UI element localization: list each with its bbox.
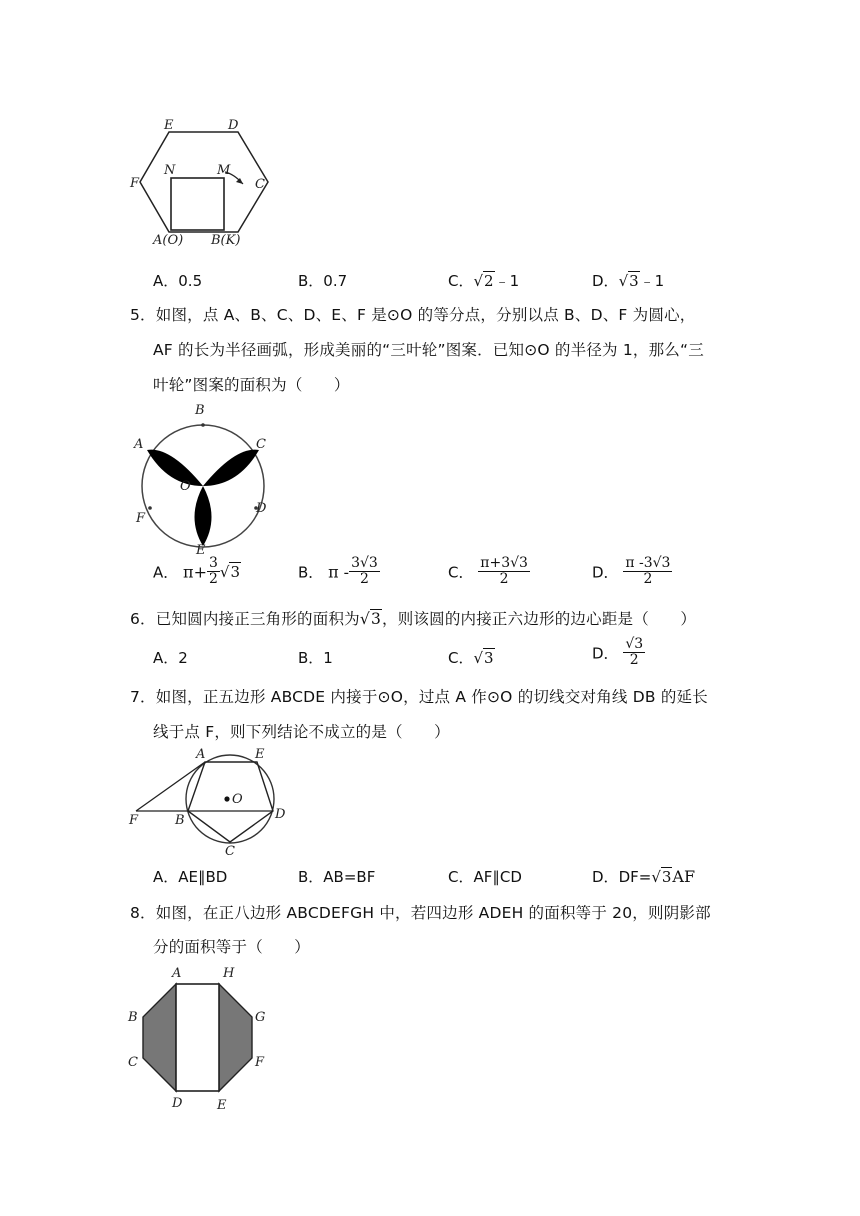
q5-option-b-frac: $\frac{3√3}{2}$ [351, 555, 378, 588]
q5-option-d-letter: D． [592, 563, 619, 582]
q4-option-c-letter: C． [448, 272, 474, 290]
q7-label-C: C [225, 844, 235, 857]
q8-label-G: G [255, 1010, 266, 1025]
q8-label-H: H [223, 966, 235, 981]
q7-option-a[interactable] [153, 866, 227, 887]
q7-option-b[interactable] [298, 866, 375, 887]
q5-option-a[interactable] [153, 556, 241, 596]
q4-option-b-letter: B． [298, 272, 324, 290]
q7-figure [126, 745, 296, 857]
q4-figure [126, 112, 276, 252]
q6-stem-pre: 6．已知圆内接正三角形的面积为 [130, 610, 360, 628]
q8-label-D: D [172, 1096, 183, 1111]
q6-option-a-letter: A． [153, 649, 179, 667]
q5-label-A: A [134, 437, 144, 452]
q4-option-c-tail: ﹣1 [494, 272, 520, 290]
q8-label-B: B [128, 1010, 138, 1025]
q5-stem-line1: 5．如图，点 A、B、C、D、E、F 是⊙O 的等分点，分别以点 B、D、F 为圆心， [130, 306, 696, 324]
q5-stem-line2: AF 的长为半径画弧，形成美丽的“三叶轮”图案．已知⊙O 的半径为 1，那么“三 [153, 341, 704, 359]
q4-label-E: E [164, 118, 174, 133]
q8-stem-line2: 分的面积等于（ ） [153, 938, 311, 956]
q5-option-c[interactable] [448, 556, 530, 596]
q5-figure [130, 398, 275, 556]
q4-option-b-text: 0.7 [323, 272, 348, 290]
q8-label-A: A [172, 966, 182, 981]
q6-option-a[interactable] [153, 647, 188, 668]
q4-option-d-sqrt: √3 [618, 272, 639, 290]
q7-label-O: O [232, 792, 243, 807]
q7-pentagon-diagram [126, 745, 296, 857]
q8-label-C: C [128, 1055, 138, 1070]
q4-option-d-letter: D． [592, 272, 619, 290]
q6-option-d-letter: D． [592, 644, 619, 663]
q4-label-AO: A(O) [153, 233, 184, 248]
q8-label-F: F [255, 1055, 265, 1070]
q5-option-a-frac: $\frac{3}{2}$ [208, 555, 218, 588]
q8-stem-line1: 8．如图，在正八边形 ABCDEFGH 中，若四边形 ADEH 的面积等于 20，则阴影部 [130, 904, 711, 922]
q5-option-a-pre: π+ [183, 562, 207, 582]
q6-option-c-sqrt: √3 [473, 649, 494, 667]
q5-option-a-sqrt: √3 [219, 562, 240, 581]
q5-option-a-letter: A． [153, 563, 179, 582]
q5-option-d[interactable] [592, 556, 672, 596]
q4-option-c-sqrt: √2 [473, 272, 494, 290]
q7-option-a-letter: A． [153, 868, 179, 886]
q7-option-d[interactable] [592, 866, 695, 887]
q5-label-O: O [180, 479, 191, 494]
q4-label-M: M [217, 163, 231, 178]
q6-option-d-frac: $\frac{√3}{2}$ [625, 636, 644, 669]
q6-stem [130, 607, 696, 629]
q5-option-d-frac: $\frac{\pi -3√3}{2}$ [625, 555, 671, 588]
q4-label-D: D [228, 118, 239, 133]
q4-option-a-text: 0.5 [178, 272, 203, 290]
q5-option-c-frac: $\frac{\pi+3√3}{2}$ [480, 555, 528, 588]
q7-option-b-text: AB=BF [323, 868, 376, 886]
q7-option-c-letter: C． [448, 868, 474, 886]
q5-option-b-letter: B． [298, 563, 324, 582]
q6-option-b-text: 1 [323, 649, 333, 667]
q4-label-F: F [130, 176, 140, 191]
q7-label-B: B [175, 813, 185, 828]
q6-option-b-letter: B． [298, 649, 324, 667]
q4-label-BK: B(K) [211, 233, 241, 248]
q4-option-d[interactable] [592, 270, 664, 291]
q6-stem-post: ，则该圆的内接正六边形的边心距是（ ） [382, 610, 697, 628]
q4-option-a[interactable] [153, 270, 202, 291]
q7-option-d-tail: AF [672, 867, 696, 886]
q4-option-a-letter: A． [153, 272, 179, 290]
q6-option-c-letter: C． [448, 649, 474, 667]
q7-option-d-pre: DF= [618, 868, 652, 886]
q8-figure [124, 962, 274, 1112]
q4-label-N: N [164, 163, 176, 178]
q6-option-d[interactable] [592, 637, 645, 677]
q6-option-b[interactable] [298, 647, 333, 668]
q7-stem-line2: 线于点 F，则下列结论不成立的是（ ） [153, 723, 450, 741]
q5-label-C: C [256, 437, 266, 452]
q5-option-b[interactable] [298, 556, 380, 596]
q7-option-d-letter: D． [592, 868, 619, 886]
q5-label-E: E [196, 543, 206, 556]
q5-option-b-pre: π - [328, 562, 350, 582]
q7-option-a-text: AE∥BD [178, 868, 228, 886]
q7-option-c-text: AF∥CD [473, 868, 522, 886]
q8-label-E: E [217, 1098, 227, 1112]
q4-option-b[interactable] [298, 270, 347, 291]
q5-trefoil-diagram [130, 398, 275, 556]
q7-option-d-sqrt: √3 [651, 868, 672, 886]
q4-option-d-tail: ﹣1 [639, 272, 665, 290]
q5-label-F: F [136, 511, 146, 526]
q6-stem-sqrt: √3 [359, 610, 382, 628]
q5-stem-line3: 叶轮”图案的面积为（ ） [153, 376, 350, 394]
q5-label-D: D [256, 501, 267, 516]
q4-label-C: C [255, 177, 265, 192]
q7-label-A: A [196, 747, 206, 762]
q6-option-c[interactable] [448, 647, 495, 668]
q5-option-c-letter: C． [448, 563, 474, 582]
q5-label-B: B [195, 403, 205, 418]
q6-option-a-text: 2 [178, 649, 188, 667]
q7-label-D: D [275, 807, 286, 822]
q7-label-E: E [255, 747, 265, 762]
q4-hexagon-diagram [126, 112, 276, 252]
q8-octagon-diagram [124, 962, 274, 1112]
q7-stem-line1: 7．如图，正五边形 ABCDE 内接于⊙O，过点 A 作⊙O 的切线交对角线 DB 的延长 [130, 688, 708, 706]
q7-option-c[interactable] [448, 866, 522, 887]
q7-option-b-letter: B． [298, 868, 324, 886]
q4-option-c[interactable] [448, 270, 519, 291]
q7-label-F: F [129, 813, 139, 828]
